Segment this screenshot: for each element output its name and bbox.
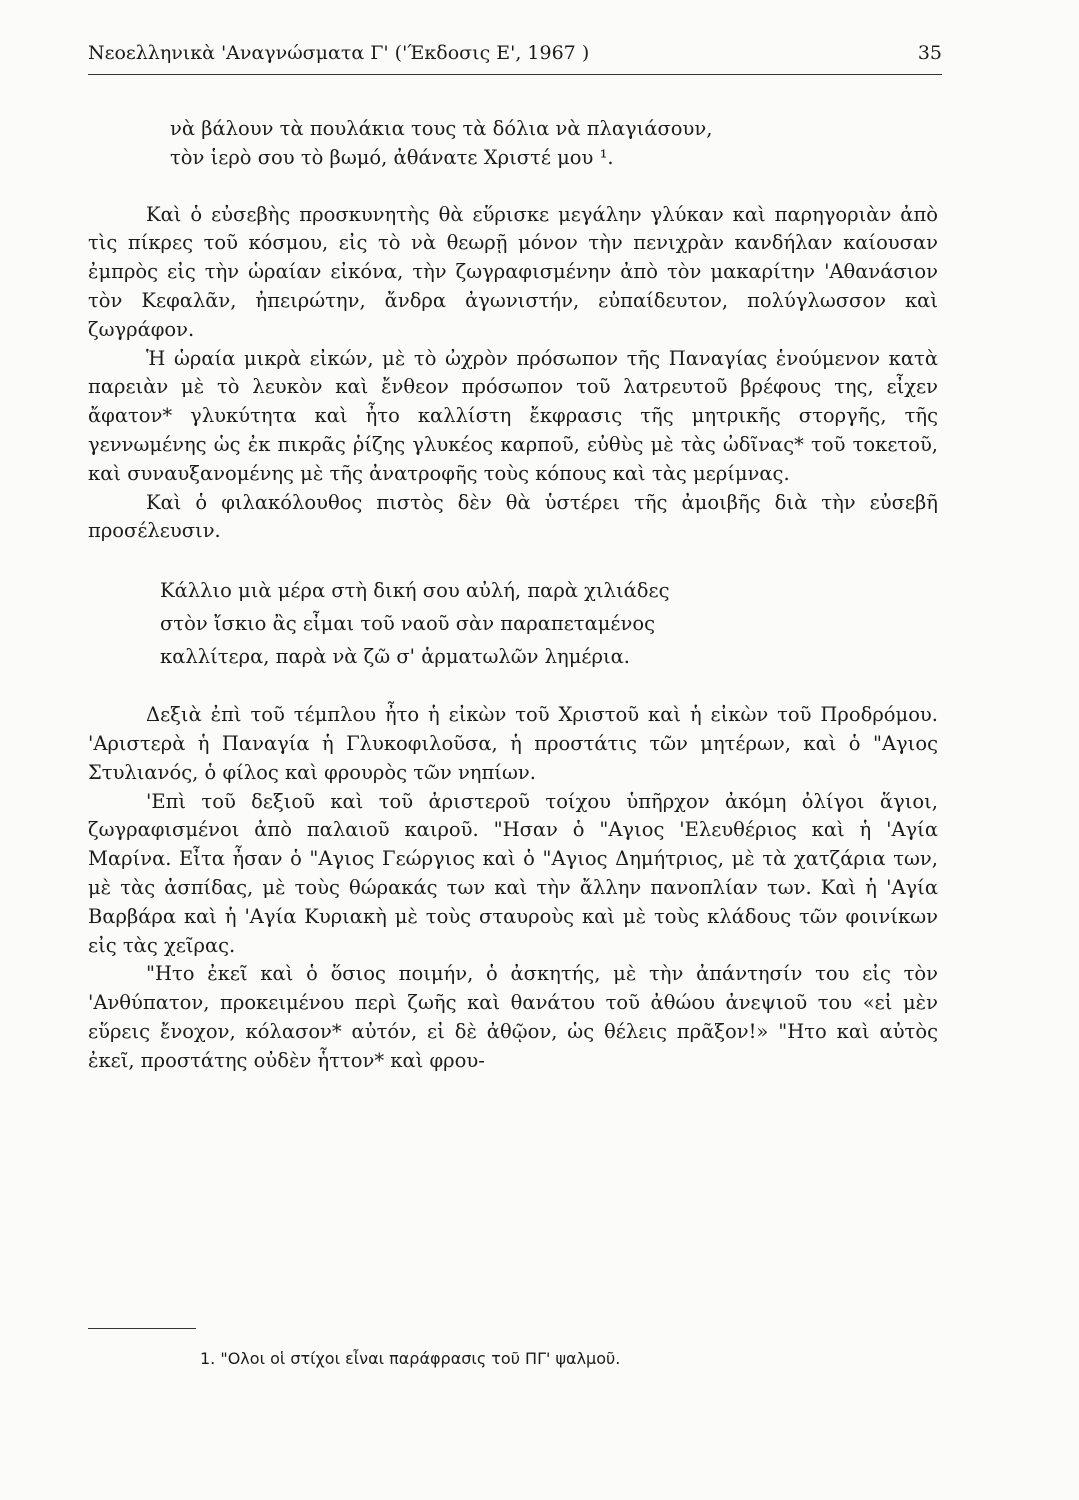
paragraph: "Ητο ἐκεῖ καὶ ὁ ὅσιος ποιμήν, ὁ ἀσκητής, μὲ τὴν ἀπάντησίν του εἰς τὸν 'Ανθύπατον, προκειμένου περὶ ζωῆς καὶ θανάτου τοῦ ἀθώου ἀνεψιοῦ του «εἰ μὲν εὕρεις ἔνοχον, κόλασον* αὐτόν, εἰ δὲ ἀθῷον, ὡς θέλεις πρᾶξον!» "Ητο καὶ αὐτὸς ἐκεῖ, προστάτης οὐδὲν ἧττον* καὶ φρου- [88, 962, 938, 1072]
verse-block-1 [88, 115, 938, 173]
footnote: 1. "Ολοι οἱ στίχοι εἶναι παράφρασις τοῦ ΠΓ' ψαλμοῦ. [200, 1349, 621, 1368]
spacer [88, 546, 938, 574]
running-title: Νεοελληνικὰ 'Αναγνώσματα Γ' ('Έκδοσις Ε', 1967 ) [88, 42, 590, 64]
footnote-rule [88, 1328, 196, 1329]
main-text [88, 115, 938, 1076]
page-number: 35 [917, 42, 942, 64]
verse-line: στὸν ἴσκιο ἂς εἶμαι τοῦ ναοῦ σὰν παραπεταμένος [160, 612, 656, 636]
verse-line: καλλίτερα, παρὰ νὰ ζῶ σ' ἁρματωλῶν λημέρια. [160, 645, 630, 669]
paragraph: Ἡ ὡραία μικρὰ εἰκών, μὲ τὸ ὠχρὸν πρόσωπον τῆς Παναγίας ἑνούμενον κατὰ παρειὰν μὲ τὸ λευκὸν καὶ ἔνθεον πρόσωπον τοῦ λατρευτοῦ βρέφους της, εἶχεν ἄφατον* γλυκύτητα καὶ ἦτο καλλίστη ἔκφρασις τῆς μητρικῆς στοργῆς, τῆς γεννωμένης ὡς ἐκ πικρᾶς ῥίζης γλυκέος καρποῦ, εὐθὺς μὲ τὰς ὠδῖνας* τοῦ τοκετοῦ, καὶ συναυξανομένης μὲ τῆς ἀνατροφῆς τοὺς κόπους καὶ τὰς μερίμνας. [88, 346, 938, 485]
spacer [88, 673, 938, 701]
verse-line: Κάλλιο μιὰ μέρα στὴ δική σου αὐλή, παρὰ χιλιάδες [160, 579, 670, 603]
running-header [88, 40, 942, 66]
spacer [88, 173, 938, 201]
header-rule [88, 74, 942, 75]
verse-line: νὰ βάλουν τὰ πουλάκια τους τὰ δόλια νὰ πλαγιάσουν, [170, 117, 713, 140]
verse-block-2 [88, 574, 938, 673]
paragraph: Καὶ ὁ φιλακόλουθος πιστὸς δὲν θὰ ὑστέρει τῆς ἀμοιβῆς διὰ τὴν εὐσεβῆ προσέλευσιν. [88, 490, 938, 543]
paragraph: Καὶ ὁ εὐσεβὴς προσκυνητὴς θὰ εὕρισκε μεγάλην γλύκαν καὶ παρηγοριὰν ἀπὸ τὶς πίκρες τοῦ κόσμου, εἰς τὸ νὰ θεωρῇ μόνον τὴν πενιχρὰν κανδήλαν καίουσαν ἐμπρὸς εἰς τὴν ὡραίαν εἰκόνα, τὴν ζωγραφισμένην ἀπὸ τὸν μακαρίτην 'Αθανάσιον τὸν Κεφαλᾶν, ἠπειρώτην, ἄνδρα ἀγωνιστήν, εὐπαίδευτον, πολύγλωσσον καὶ ζωγράφον. [88, 202, 938, 341]
paragraph: 'Επὶ τοῦ δεξιοῦ καὶ τοῦ ἀριστεροῦ τοίχου ὑπῆρχον ἀκόμη ὀλίγοι ἅγιοι, ζωγραφισμένοι ἀπὸ παλαιοῦ καιροῦ. "Ησαν ὁ "Αγιος 'Ελευθέριος καὶ ἡ 'Αγία Μαρίνα. Εἶτα ἦσαν ὁ "Αγιος Γεώργιος καὶ ὁ "Αγιος Δημήτριος, μὲ τὰ χατζάρια των, μὲ τὰς ἀσπίδας, μὲ τοὺς θώρακάς των καὶ τὴν ἄλλην πανοπλίαν των. Καὶ ἡ 'Αγία Βαρβάρα καὶ ἡ 'Αγία Κυριακὴ μὲ τοὺς σταυροὺς καὶ μὲ τοὺς κλάδους τῶν φοινίκων εἰς τὰς χεῖρας. [88, 789, 938, 957]
verse-line: τὸν ἱερὸ σου τὸ βωμό, ἀθάνατε Χριστέ μου ¹. [170, 145, 614, 169]
paragraph: Δεξιὰ ἐπὶ τοῦ τέμπλου ἦτο ἡ εἰκὼν τοῦ Χριστοῦ καὶ ἡ εἰκὼν τοῦ Προδρόμου. 'Αριστερὰ ἡ Παναγία ἡ Γλυκοφιλοῦσα, ἡ προστάτις τῶν μητέρων, καὶ ὁ "Αγιος Στυλιανός, ὁ φίλος καὶ φρουρὸς τῶν νηπίων. [88, 703, 938, 784]
